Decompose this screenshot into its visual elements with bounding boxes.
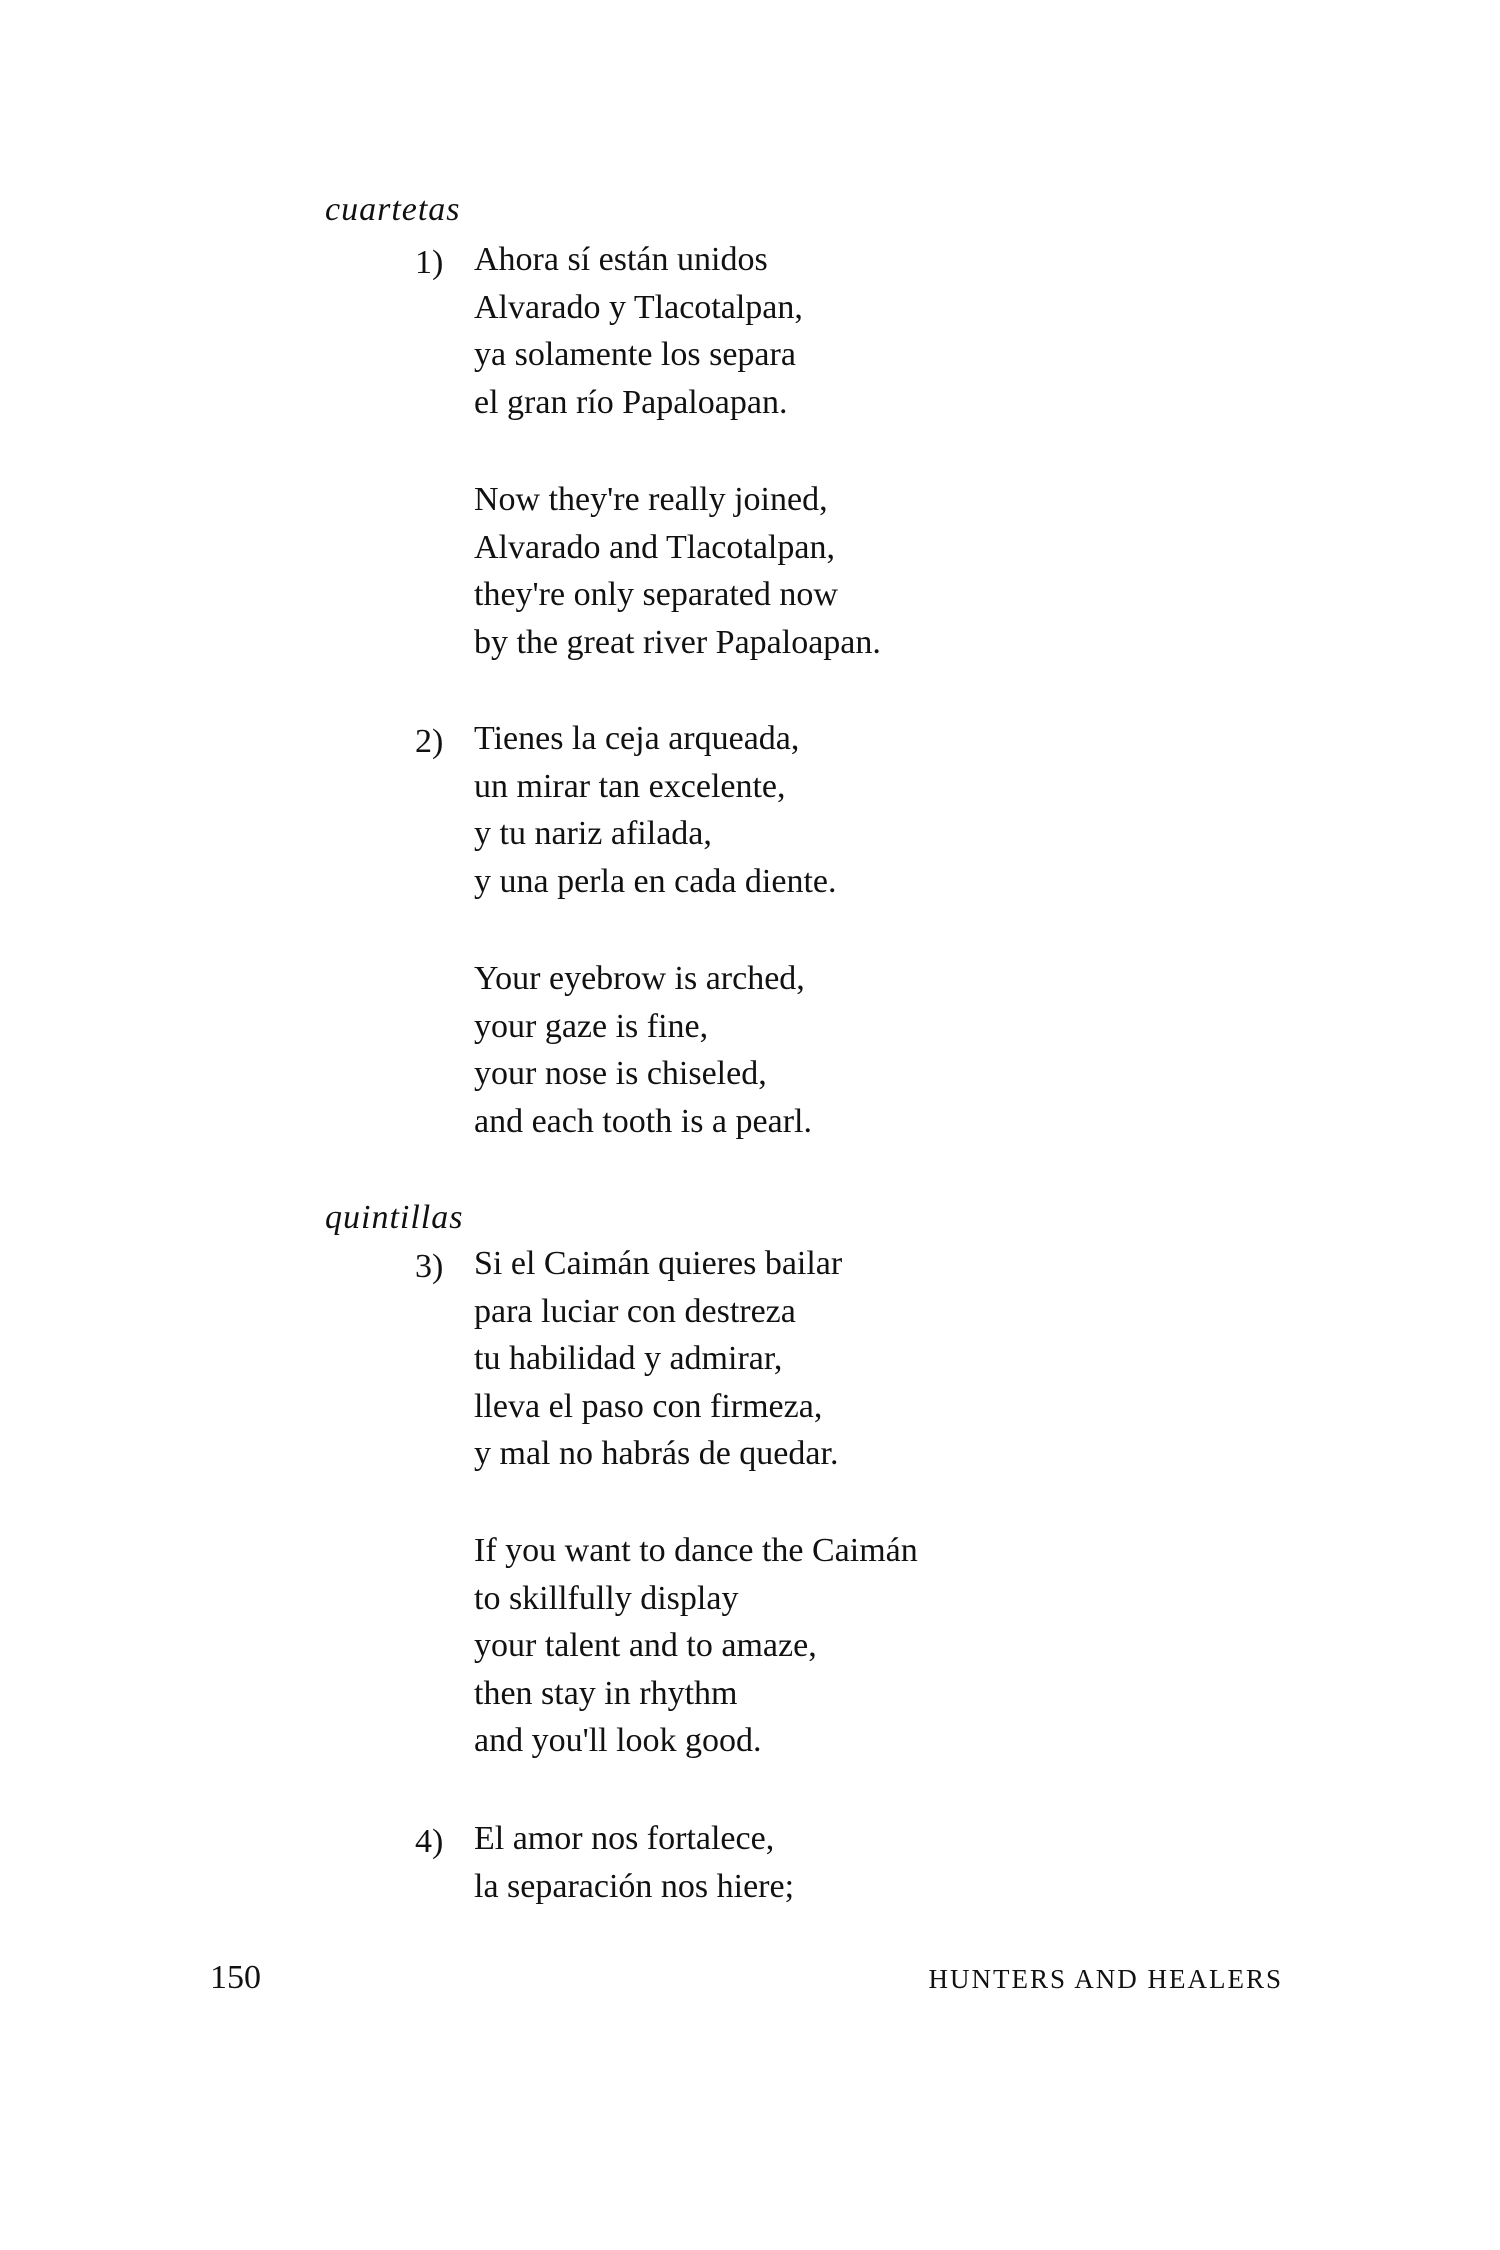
verse-english: [474, 476, 881, 666]
verse-line: to skillfully display: [474, 1579, 739, 1617]
verse-line: by the great river Papaloapan.: [474, 623, 881, 661]
verse-english: [474, 955, 812, 1145]
verse-line: If you want to dance the Caimán: [474, 1532, 918, 1569]
page-number: 150: [210, 1959, 261, 1996]
verse-spanish: [474, 1240, 842, 1478]
verse-english: [474, 1527, 918, 1765]
verse-line: your gaze is fine,: [474, 1007, 709, 1045]
verse-line: your nose is chiseled,: [474, 1055, 767, 1092]
verse-line: and each tooth is a pearl.: [474, 1102, 812, 1140]
verse-number: 4): [415, 1823, 444, 1860]
verse-number: 3): [415, 1248, 444, 1285]
verse-line: Si el Caimán quieres bailar: [474, 1245, 843, 1282]
verse-line: la separación nos hiere;: [474, 1867, 795, 1905]
verse-line: tu habilidad y admirar,: [474, 1340, 783, 1377]
running-head: HUNTERS AND HEALERS: [928, 1964, 1283, 1994]
verse-line: Your eyebrow is arched,: [474, 960, 805, 997]
verse-line: your talent and to amaze,: [474, 1627, 817, 1664]
verse-line: ya solamente los separa: [474, 336, 796, 373]
verse-spanish: [474, 236, 803, 426]
verse-line: un mirar tan excelente,: [474, 767, 786, 805]
verse-number: 1): [415, 244, 444, 281]
verse-number: 2): [415, 723, 444, 760]
verse-spanish: [474, 1815, 794, 1910]
verse-line: y mal no habrás de quedar.: [474, 1435, 839, 1472]
verse-line: lleva el paso con firmeza,: [474, 1387, 823, 1425]
verse-line: Ahora sí están unidos: [474, 241, 768, 278]
verse-line: el gran río Papaloapan.: [474, 383, 788, 421]
verse-line: they're only separated now: [474, 576, 838, 613]
verse-line: para luciar con destreza: [474, 1292, 796, 1330]
verse-line: El amor nos fortalece,: [474, 1820, 775, 1857]
verse-line: y tu nariz afilada,: [474, 815, 712, 852]
verse-line: y una perla en cada diente.: [474, 862, 837, 900]
verse-spanish: [474, 715, 836, 905]
verse-line: then stay in rhythm: [474, 1674, 738, 1712]
section-heading-quintillas: quintillas: [325, 1199, 464, 1236]
verse-line: Now they're really joined,: [474, 481, 828, 518]
verse-line: Tienes la ceja arqueada,: [474, 720, 800, 757]
verse-line: Alvarado and Tlacotalpan,: [474, 528, 835, 566]
verse-line: Alvarado y Tlacotalpan,: [474, 288, 803, 326]
section-heading-cuartetas: cuartetas: [325, 191, 461, 228]
verse-line: and you'll look good.: [474, 1722, 762, 1759]
